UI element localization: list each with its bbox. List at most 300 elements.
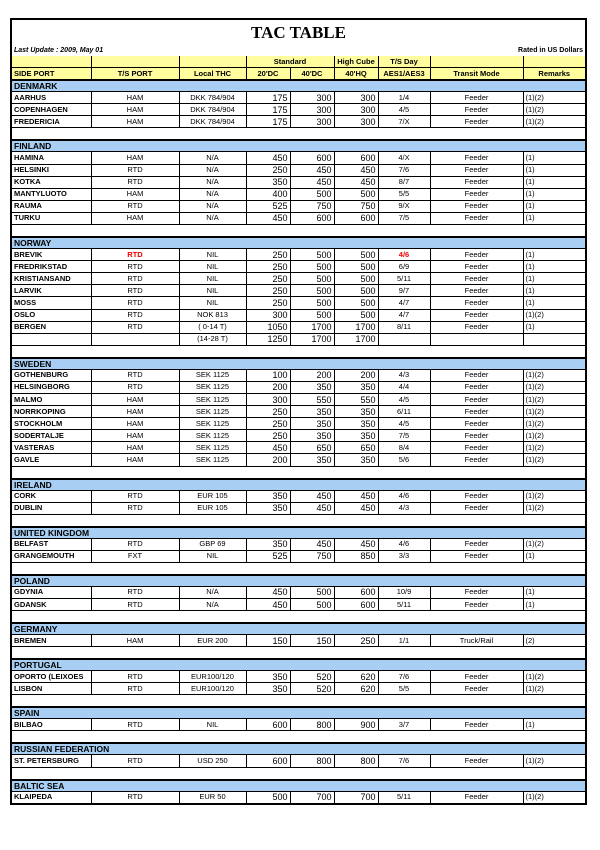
side-port-cell: BELFAST <box>12 538 91 550</box>
table-row <box>12 502 585 514</box>
local-thc-cell: NIL <box>179 273 246 285</box>
header-remarks: Remarks <box>523 68 585 81</box>
rate-20dc-cell: 250 <box>246 273 290 285</box>
rate-20dc-cell: 250 <box>246 297 290 309</box>
side-port-cell: OPORTO (LEIXOES <box>12 671 91 683</box>
ts-port-cell: RTD <box>91 369 179 381</box>
transit-mode-cell: Feeder <box>430 116 523 128</box>
rate-40hq-cell: 450 <box>334 490 378 502</box>
table-body <box>12 80 585 802</box>
ts-day-cell: 4/3 <box>378 369 430 381</box>
rate-20dc-cell: 450 <box>246 212 290 224</box>
region-name: DENMARK <box>12 80 585 92</box>
table-row <box>12 321 585 333</box>
local-thc-cell: NIL <box>179 550 246 562</box>
table-row <box>12 261 585 273</box>
rate-40hq-cell: 450 <box>334 164 378 176</box>
local-thc-cell: SEK 1125 <box>179 381 246 393</box>
remarks-cell: (1) <box>523 212 585 224</box>
remarks-cell: (1) <box>523 176 585 188</box>
rate-40hq-cell: 350 <box>334 418 378 430</box>
ts-day-cell: 6/9 <box>378 261 430 273</box>
remarks-cell <box>523 333 585 345</box>
ts-port-cell: HAM <box>91 188 179 200</box>
remarks-cell: (1)(2) <box>523 116 585 128</box>
ts-port-cell: RTD <box>91 285 179 297</box>
remarks-cell: (1) <box>523 200 585 212</box>
rate-20dc-cell: 450 <box>246 152 290 164</box>
rate-20dc-cell: 525 <box>246 200 290 212</box>
table-row <box>12 755 585 767</box>
side-port-cell: BERGEN <box>12 321 91 333</box>
rate-20dc-cell: 250 <box>246 261 290 273</box>
table-row <box>12 104 585 116</box>
transit-mode-cell <box>430 333 523 345</box>
header-side-port: SIDE PORT <box>12 68 91 81</box>
rate-40hq-cell: 900 <box>334 719 378 731</box>
header-high-cube: High Cube <box>334 56 378 68</box>
ts-day-cell: 4/7 <box>378 297 430 309</box>
rate-40dc-cell: 600 <box>290 152 334 164</box>
region-header-row <box>12 140 585 152</box>
region-header-row <box>12 743 585 755</box>
table-row <box>12 297 585 309</box>
rate-40dc-cell: 300 <box>290 116 334 128</box>
document-title: TAC TABLE <box>251 23 346 42</box>
ts-day-cell: 4/7 <box>378 309 430 321</box>
local-thc-cell: USD 250 <box>179 755 246 767</box>
table-row <box>12 406 585 418</box>
header-40hq: 40'HQ <box>334 68 378 81</box>
side-port-cell: MANTYLUOTO <box>12 188 91 200</box>
ts-day-cell: 4/5 <box>378 393 430 405</box>
ts-day-cell: 4/5 <box>378 104 430 116</box>
ts-port-cell: HAM <box>91 104 179 116</box>
local-thc-cell: DKK 784/904 <box>179 92 246 104</box>
header-aes: AES1/AES3 <box>378 68 430 81</box>
ts-port-cell: RTD <box>91 297 179 309</box>
side-port-cell: VASTERAS <box>12 442 91 454</box>
side-port-cell: GDANSK <box>12 599 91 611</box>
remarks-cell: (1) <box>523 261 585 273</box>
ts-day-cell: 7/X <box>378 116 430 128</box>
local-thc-cell: ( 0-14 T) <box>179 321 246 333</box>
local-thc-cell: SEK 1125 <box>179 369 246 381</box>
ts-day-cell: 1/1 <box>378 635 430 647</box>
remarks-cell: (1)(2) <box>523 104 585 116</box>
side-port-cell: MOSS <box>12 297 91 309</box>
rate-40hq-cell: 600 <box>334 599 378 611</box>
ts-port-cell: RTD <box>91 755 179 767</box>
table-row <box>12 116 585 128</box>
ts-port-cell: RTD <box>91 261 179 273</box>
ts-day-cell: 7/6 <box>378 164 430 176</box>
ts-day-cell: 4/6 <box>378 490 430 502</box>
table-row <box>12 683 585 695</box>
side-port-cell <box>12 333 91 345</box>
rate-40hq-cell: 300 <box>334 116 378 128</box>
rate-40hq-cell: 200 <box>334 369 378 381</box>
local-thc-cell: N/A <box>179 152 246 164</box>
rate-40hq-cell: 350 <box>334 381 378 393</box>
ts-port-cell: RTD <box>91 273 179 285</box>
transit-mode-cell: Feeder <box>430 164 523 176</box>
side-port-cell: KRISTIANSAND <box>12 273 91 285</box>
ts-day-cell: 5/11 <box>378 599 430 611</box>
remarks-cell: (1)(2) <box>523 490 585 502</box>
rate-20dc-cell: 250 <box>246 285 290 297</box>
rate-40dc-cell: 500 <box>290 188 334 200</box>
remarks-cell: (1)(2) <box>523 755 585 767</box>
rate-40hq-cell: 800 <box>334 755 378 767</box>
ts-port-cell: RTD <box>91 586 179 598</box>
local-thc-cell: EUR100/120 <box>179 683 246 695</box>
remarks-cell: (1)(2) <box>523 683 585 695</box>
side-port-cell: GRANGEMOUTH <box>12 550 91 562</box>
table-row <box>12 490 585 502</box>
ts-day-cell: 9/X <box>378 200 430 212</box>
table-row <box>12 200 585 212</box>
local-thc-cell: SEK 1125 <box>179 393 246 405</box>
region-header-row <box>12 237 585 249</box>
transit-mode-cell: Feeder <box>430 285 523 297</box>
local-thc-cell: NIL <box>179 285 246 297</box>
ts-day-cell: 5/11 <box>378 273 430 285</box>
table-row <box>12 212 585 224</box>
rate-40hq-cell: 450 <box>334 538 378 550</box>
ts-port-cell: RTD <box>91 791 179 803</box>
ts-day-cell: 9/7 <box>378 285 430 297</box>
rate-40hq-cell: 600 <box>334 586 378 598</box>
remarks-cell: (1)(2) <box>523 671 585 683</box>
rate-20dc-cell: 300 <box>246 393 290 405</box>
spacer-row <box>12 767 585 780</box>
transit-mode-cell: Feeder <box>430 550 523 562</box>
local-thc-cell: NIL <box>179 297 246 309</box>
rate-20dc-cell: 1250 <box>246 333 290 345</box>
local-thc-cell: N/A <box>179 188 246 200</box>
rate-20dc-cell: 150 <box>246 635 290 647</box>
ts-day-cell: 4/3 <box>378 502 430 514</box>
region-name: UNITED KINGDOM <box>12 527 585 539</box>
ts-day-cell: 7/5 <box>378 212 430 224</box>
ts-day-cell: 7/5 <box>378 430 430 442</box>
rate-20dc-cell: 175 <box>246 92 290 104</box>
remarks-cell: (1)(2) <box>523 92 585 104</box>
rate-40dc-cell: 700 <box>290 791 334 803</box>
table-row <box>12 285 585 297</box>
side-port-cell: GOTHENBURG <box>12 369 91 381</box>
ts-day-cell: 4/5 <box>378 418 430 430</box>
ts-day-cell: 1/4 <box>378 92 430 104</box>
ts-port-cell: HAM <box>91 212 179 224</box>
rate-20dc-cell: 450 <box>246 599 290 611</box>
rate-40dc-cell: 500 <box>290 297 334 309</box>
rate-40dc-cell: 350 <box>290 406 334 418</box>
rate-20dc-cell: 175 <box>246 116 290 128</box>
transit-mode-cell: Feeder <box>430 393 523 405</box>
local-thc-cell: NIL <box>179 719 246 731</box>
ts-day-cell: 8/7 <box>378 176 430 188</box>
local-thc-cell: N/A <box>179 200 246 212</box>
spacer-row <box>12 466 585 479</box>
ts-day-cell: 8/4 <box>378 442 430 454</box>
rate-20dc-cell: 250 <box>246 164 290 176</box>
transit-mode-cell: Feeder <box>430 92 523 104</box>
spacer-row <box>12 345 585 358</box>
ts-day-cell: 3/3 <box>378 550 430 562</box>
side-port-cell: RAUMA <box>12 200 91 212</box>
spacer-row <box>12 647 585 660</box>
region-name: IRELAND <box>12 479 585 491</box>
rate-40dc-cell: 500 <box>290 599 334 611</box>
local-thc-cell: N/A <box>179 176 246 188</box>
ts-port-cell: RTD <box>91 381 179 393</box>
remarks-cell: (1)(2) <box>523 309 585 321</box>
side-port-cell: TURKU <box>12 212 91 224</box>
transit-mode-cell: Feeder <box>430 212 523 224</box>
remarks-cell: (1)(2) <box>523 381 585 393</box>
table-row <box>12 393 585 405</box>
ts-port-cell: RTD <box>91 164 179 176</box>
ts-port-cell: HAM <box>91 442 179 454</box>
rate-40hq-cell: 500 <box>334 285 378 297</box>
spacer-row <box>12 514 585 527</box>
spacer-row <box>12 225 585 238</box>
rate-20dc-cell: 400 <box>246 188 290 200</box>
table-row <box>12 671 585 683</box>
rate-40dc-cell: 1700 <box>290 321 334 333</box>
local-thc-cell: SEK 1125 <box>179 406 246 418</box>
rate-20dc-cell: 250 <box>246 418 290 430</box>
table-row <box>12 152 585 164</box>
spacer-row <box>12 128 585 141</box>
remarks-cell: (1)(2) <box>523 791 585 803</box>
rate-20dc-cell: 350 <box>246 538 290 550</box>
local-thc-cell: N/A <box>179 212 246 224</box>
side-port-cell: GAVLE <box>12 454 91 466</box>
rate-20dc-cell: 600 <box>246 719 290 731</box>
side-port-cell: FREDRIKSTAD <box>12 261 91 273</box>
rate-40dc-cell: 750 <box>290 550 334 562</box>
ts-day-cell: 4/6 <box>378 538 430 550</box>
side-port-cell: KLAIPEDA <box>12 791 91 803</box>
ts-port-cell: RTD <box>91 671 179 683</box>
last-update-text: Last Update : 2009, May 01 <box>14 47 104 54</box>
side-port-cell: HELSINGBORG <box>12 381 91 393</box>
side-port-cell: LARVIK <box>12 285 91 297</box>
ts-day-cell: 7/6 <box>378 755 430 767</box>
side-port-cell: SODERTALJE <box>12 430 91 442</box>
rate-40hq-cell: 500 <box>334 297 378 309</box>
rate-40dc-cell: 500 <box>290 261 334 273</box>
rate-40hq-cell: 250 <box>334 635 378 647</box>
transit-mode-cell: Feeder <box>430 200 523 212</box>
table-row <box>12 188 585 200</box>
spacer-row <box>12 695 585 708</box>
rate-40hq-cell: 500 <box>334 261 378 273</box>
region-header-row <box>12 527 585 539</box>
side-port-cell: OSLO <box>12 309 91 321</box>
local-thc-cell: EUR 200 <box>179 635 246 647</box>
rate-20dc-cell: 175 <box>246 104 290 116</box>
transit-mode-cell: Feeder <box>430 755 523 767</box>
rate-20dc-cell: 500 <box>246 791 290 803</box>
rate-40dc-cell: 350 <box>290 381 334 393</box>
header-20dc: 20'DC <box>246 68 290 81</box>
local-thc-cell: NIL <box>179 261 246 273</box>
rate-40hq-cell: 450 <box>334 502 378 514</box>
rate-20dc-cell: 600 <box>246 755 290 767</box>
local-thc-cell: N/A <box>179 599 246 611</box>
ts-port-cell: FXT <box>91 550 179 562</box>
remarks-cell: (1) <box>523 599 585 611</box>
header-ts-day: T/S Day <box>378 56 430 68</box>
rate-40hq-cell: 500 <box>334 188 378 200</box>
rate-20dc-cell: 525 <box>246 550 290 562</box>
side-port-cell: BREMEN <box>12 635 91 647</box>
ts-day-cell: 4/X <box>378 152 430 164</box>
region-name: RUSSIAN FEDERATION <box>12 743 585 755</box>
side-port-cell: ST. PETERSBURG <box>12 755 91 767</box>
rate-40hq-cell: 500 <box>334 249 378 261</box>
table-row <box>12 164 585 176</box>
transit-mode-cell: Feeder <box>430 152 523 164</box>
side-port-cell: CORK <box>12 490 91 502</box>
region-header-row <box>12 479 585 491</box>
rate-40dc-cell: 800 <box>290 755 334 767</box>
currency-note: Rated in US Dollars <box>518 47 583 54</box>
ts-day-cell: 6/11 <box>378 406 430 418</box>
remarks-cell: (1) <box>523 273 585 285</box>
ts-port-cell: HAM <box>91 635 179 647</box>
header-standard: Standard <box>246 56 334 68</box>
transit-mode-cell: Feeder <box>430 104 523 116</box>
ts-port-cell: HAM <box>91 393 179 405</box>
local-thc-cell: GBP 69 <box>179 538 246 550</box>
rate-40dc-cell: 450 <box>290 538 334 550</box>
ts-port-cell: RTD <box>91 490 179 502</box>
rate-40hq-cell: 700 <box>334 791 378 803</box>
rate-20dc-cell: 450 <box>246 586 290 598</box>
table-row <box>12 249 585 261</box>
rate-40dc-cell: 350 <box>290 454 334 466</box>
table-row <box>12 635 585 647</box>
rate-40hq-cell: 300 <box>334 92 378 104</box>
rate-40dc-cell: 500 <box>290 586 334 598</box>
table-row <box>12 550 585 562</box>
region-header-row <box>12 623 585 635</box>
ts-port-cell: RTD <box>91 176 179 188</box>
table-row <box>12 719 585 731</box>
rate-40dc-cell: 450 <box>290 490 334 502</box>
transit-mode-cell: Feeder <box>430 490 523 502</box>
transit-mode-cell: Feeder <box>430 369 523 381</box>
local-thc-cell: N/A <box>179 586 246 598</box>
side-port-cell: MALMO <box>12 393 91 405</box>
table-row <box>12 791 585 803</box>
rate-20dc-cell: 350 <box>246 176 290 188</box>
region-name: SWEDEN <box>12 358 585 370</box>
transit-mode-cell: Feeder <box>430 418 523 430</box>
rate-40dc-cell: 300 <box>290 104 334 116</box>
ts-port-cell: RTD <box>91 719 179 731</box>
rate-40hq-cell: 550 <box>334 393 378 405</box>
rate-40hq-cell: 650 <box>334 442 378 454</box>
table-row <box>12 369 585 381</box>
ts-day-cell: 8/11 <box>378 321 430 333</box>
local-thc-cell: SEK 1125 <box>179 454 246 466</box>
transit-mode-cell: Feeder <box>430 406 523 418</box>
rate-40dc-cell: 450 <box>290 502 334 514</box>
ts-port-cell: HAM <box>91 152 179 164</box>
rate-40dc-cell: 300 <box>290 92 334 104</box>
rate-40hq-cell: 350 <box>334 430 378 442</box>
rate-20dc-cell: 200 <box>246 381 290 393</box>
header-ts-port: T/S PORT <box>91 68 179 81</box>
rate-20dc-cell: 350 <box>246 683 290 695</box>
rate-40hq-cell: 600 <box>334 152 378 164</box>
local-thc-cell: EUR 105 <box>179 490 246 502</box>
rate-40hq-cell: 620 <box>334 671 378 683</box>
remarks-cell: (1) <box>523 321 585 333</box>
local-thc-cell: EUR 50 <box>179 791 246 803</box>
remarks-cell: (1)(2) <box>523 406 585 418</box>
header-row-group <box>12 56 585 68</box>
remarks-cell: (1)(2) <box>523 369 585 381</box>
ts-day-cell: 4/4 <box>378 381 430 393</box>
region-name: GERMANY <box>12 623 585 635</box>
ts-day-cell <box>378 333 430 345</box>
transit-mode-cell: Feeder <box>430 249 523 261</box>
rate-40dc-cell: 200 <box>290 369 334 381</box>
transit-mode-cell: Feeder <box>430 791 523 803</box>
ts-port-cell: HAM <box>91 92 179 104</box>
table-row <box>12 176 585 188</box>
side-port-cell: LISBON <box>12 683 91 695</box>
table-row <box>12 333 585 345</box>
ts-day-cell: 5/5 <box>378 683 430 695</box>
rate-20dc-cell: 350 <box>246 671 290 683</box>
side-port-cell: BREVIK <box>12 249 91 261</box>
rate-40dc-cell: 520 <box>290 683 334 695</box>
rate-20dc-cell: 250 <box>246 249 290 261</box>
transit-mode-cell: Truck/Rail <box>430 635 523 647</box>
ts-day-cell: 5/5 <box>378 188 430 200</box>
info-bar <box>12 46 585 56</box>
table-row <box>12 599 585 611</box>
side-port-cell: GDYNIA <box>12 586 91 598</box>
side-port-cell: DUBLIN <box>12 502 91 514</box>
rate-40dc-cell: 450 <box>290 164 334 176</box>
remarks-cell: (1)(2) <box>523 538 585 550</box>
side-port-cell: AARHUS <box>12 92 91 104</box>
rate-40dc-cell: 650 <box>290 442 334 454</box>
rate-20dc-cell: 200 <box>246 454 290 466</box>
ts-port-cell: HAM <box>91 116 179 128</box>
remarks-cell: (1) <box>523 164 585 176</box>
ts-port-cell: RTD <box>91 309 179 321</box>
rate-20dc-cell: 250 <box>246 430 290 442</box>
remarks-cell: (1) <box>523 285 585 297</box>
remarks-cell: (1)(2) <box>523 454 585 466</box>
rate-20dc-cell: 350 <box>246 490 290 502</box>
rate-40hq-cell: 500 <box>334 309 378 321</box>
rate-40dc-cell: 520 <box>290 671 334 683</box>
ts-port-cell: RTD <box>91 249 179 261</box>
rate-40dc-cell: 1700 <box>290 333 334 345</box>
local-thc-cell: N/A <box>179 164 246 176</box>
